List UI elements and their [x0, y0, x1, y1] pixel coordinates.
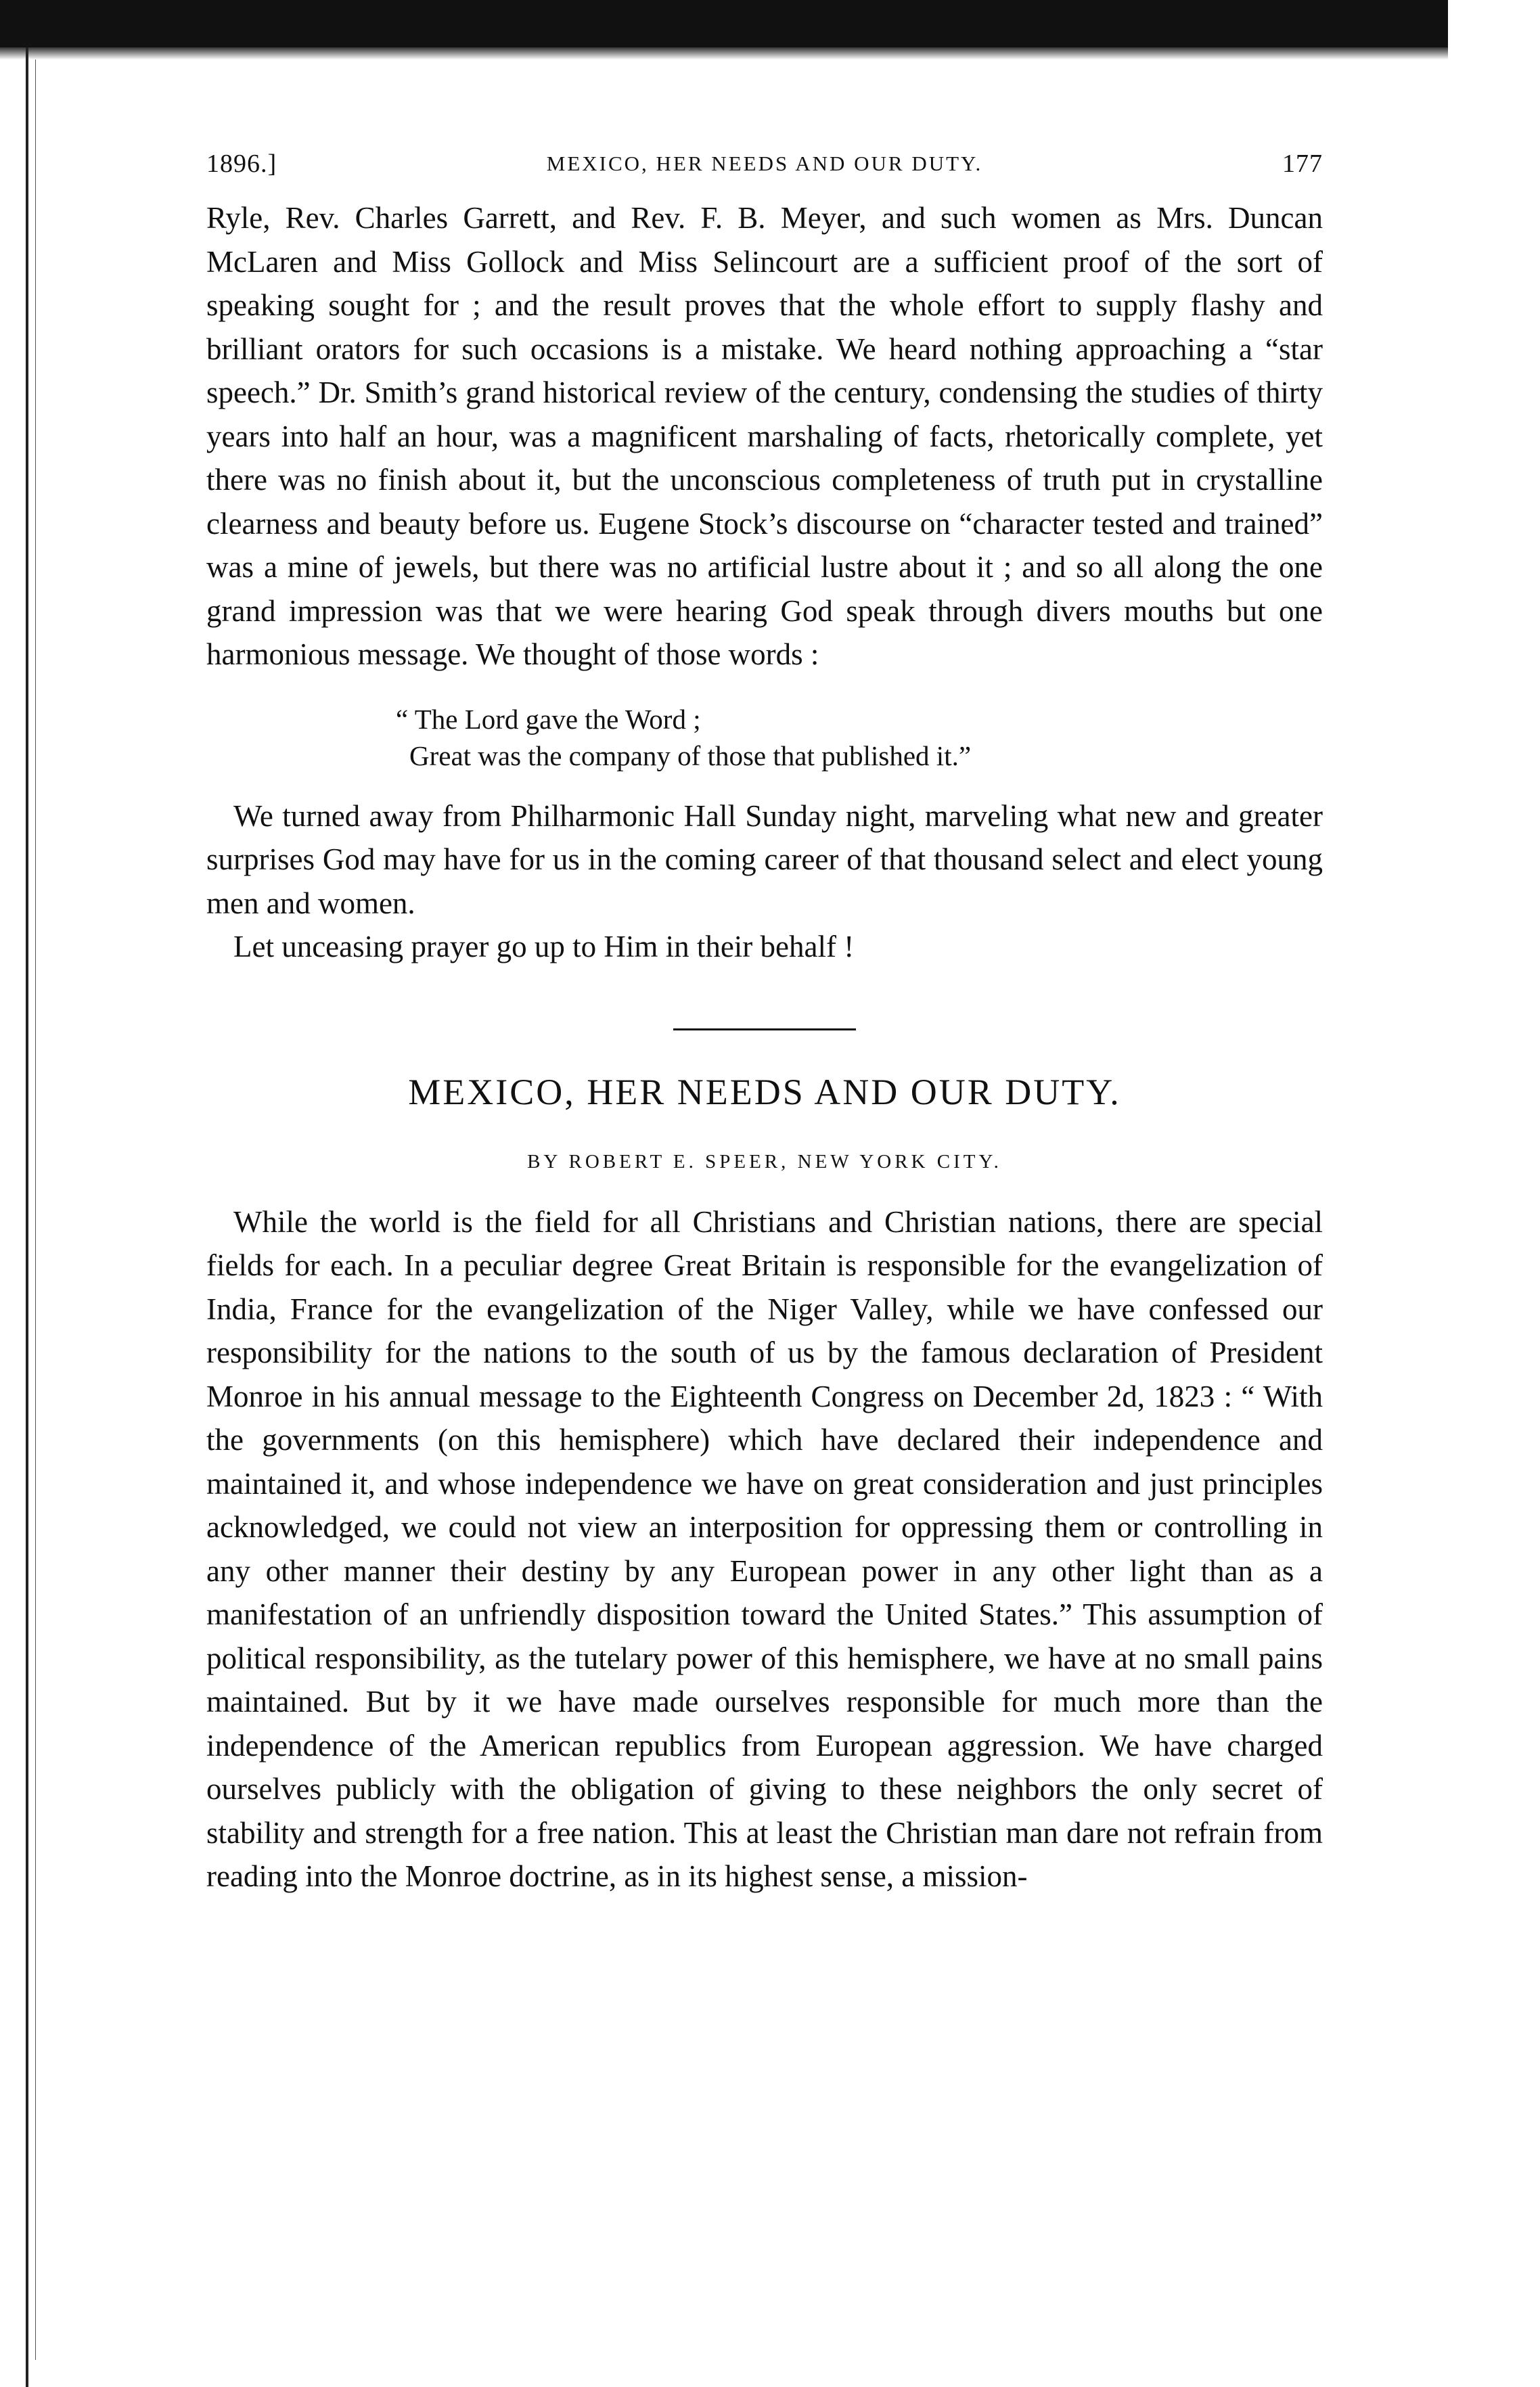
article-title: MEXICO, HER NEEDS AND OUR DUTY. [408, 1071, 1121, 1112]
scan-left-border [26, 47, 28, 2387]
scan-top-shadow [0, 47, 1448, 60]
book-page [206, 135, 1323, 1899]
previous-paragraph-3: Let unceasing prayer go up to Him in their behalf ! [233, 930, 855, 963]
article-paragraph-1: While the world is the field for all Christians and Christian nations, there are special fields for each. In a peculiar degree Great Britain is responsible for the evangelization of India, France for the evangelization of the Niger Valley, while we have confessed our responsibility for the nations to the south of us by the famous declaration of President Monroe in his annual message to the Eighteenth Congress on December 2d, 1823 : “ With the governments (on this hemisphere) which have declared their independence and maintained it, and whose independence we have on great consideration and just principles acknowledged, we could not view an interposition for oppressing them or controlling in any other manner their destiny by any European power in any other light than as a manifestation of an unfriendly disposition toward the United States.” This assumption of political responsibility, as the tutelary power of this hemisphere, we have at no small pains maintained. But by it we have made ourselves responsible for much more than the independence of the American republics from European aggression. We have charged ourselves publicly with the obligation of giving to these neighbors the only secret of stability and strength for a free nation. This at least the Christian man dare not refrain from reading into the Monroe doctrine, as in its highest sense, a mission- [206, 1204, 1323, 1893]
block-quote [396, 701, 1323, 774]
header-year: 1896.] [206, 150, 277, 178]
scan-left-fold [35, 60, 36, 2360]
previous-paragraph-1: Ryle, Rev. Charles Garrett, and Rev. F. B. Meyer, and such women as Mrs. Duncan McLaren and Miss Gollock and Miss Selincourt are a sufficient proof of the sort of speaking sought for ; and the result proves that the whole effort to supply flashy and brilliant orators for such occasions is a mistake. We heard nothing approaching a “star speech.” Dr. Smith’s grand historical review of the century, condensing the studies of thirty years into half an hour, was a magnificent marshaling of facts, rhetorically complete, yet there was no finish about it, but the unconscious completeness of truth put in crystalline clearness and beauty before us. Eugene Stock’s discourse on “character tested and trained” was a mine of jewels, but there was no artificial lustre about it ; and so all along the one grand impression was that we were hearing God speak through divers mouths but one harmonious message. We thought of those words : [206, 201, 1323, 671]
running-header [206, 135, 1323, 196]
header-title: MEXICO, HER NEEDS AND OUR DUTY. [546, 152, 983, 175]
quote-line-1: “ The Lord gave the Word ; [396, 703, 701, 735]
page-number: 177 [1282, 150, 1323, 178]
article-text [206, 1200, 1323, 1899]
scan-top-border [0, 0, 1448, 47]
article-byline: BY ROBERT E. SPEER, NEW YORK CITY. [527, 1150, 1002, 1173]
previous-paragraph-2: We turned away from Philharmonic Hall Sunday night, marveling what new and greater surprises God may have for us in the coming career of that thousand select and elect young men and women. [206, 798, 1323, 920]
previous-article-text [206, 196, 1323, 969]
quote-line-2: Great was the company of those that published it.” [409, 740, 972, 771]
section-divider [673, 1028, 856, 1030]
